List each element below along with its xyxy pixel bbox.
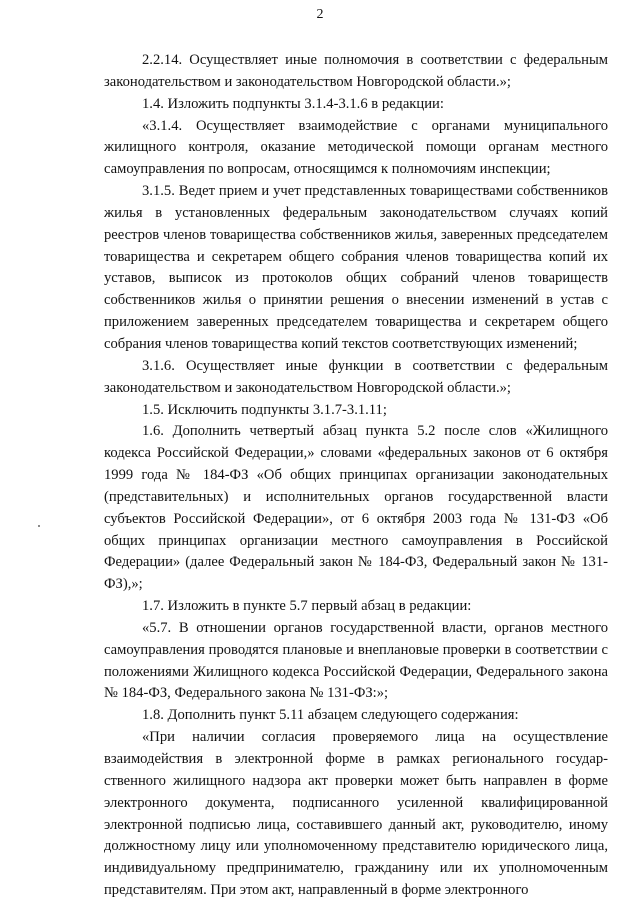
paragraph-1-6: 1.6. Дополнить четвертый абзац пункта 5.2 после слов «Жилищного кодекса Российской Федерации,» словами «федеральных законов от 6 октября 1999 года № 184-ФЗ «Об общих принципах организации законодательных (представительных) и исполнительных органов государственной власти субъектов Российской Федерации», от 6 октября 2003 года № 131-ФЗ «Об общих принципах организации местного самоуправления в Российской Федерации» (далее Федеральный закон № 184-ФЗ, Федеральный закон № 131-ФЗ),»; [104, 423, 608, 593]
paragraph-1-7: 1.7. Изложить в пункте 5.7 первый абзац в редакции: [142, 598, 472, 615]
paragraph-3-1-6: 3.1.6. Осуществляет иные функции в соответствии с федеральным законодательством и законодательством Новгородской области.»; [104, 357, 608, 396]
scan-dot-mark [38, 525, 40, 527]
paragraph-1-4: 1.4. Изложить подпункты 3.1.4-3.1.6 в редакции: [142, 95, 444, 112]
paragraph-1-8: 1.8. Дополнить пункт 5.11 абзацем следующего содержания: [142, 707, 519, 724]
paragraph-2-2-14: 2.2.14. Осуществляет иные полномочия в соответствии с федеральным законодательством и законодательством Новгородской области.»; [104, 52, 608, 90]
paragraph-1-5: 1.5. Исключить подпункты 3.1.7-3.1.11; [142, 401, 387, 418]
paragraph-5-7: «5.7. В отношении органов государственной власти, органов местного самоуправления проводятся плановые и внеплановые проверки в соответствии с положениями Жилищного кодекса Российской Федерации, Федерального закона № 184-ФЗ, Федерального закона № 131-ФЗ:»; [104, 619, 608, 702]
page-number: 2 [316, 7, 324, 22]
paragraph-3-1-4: «3.1.4. Осуществляет взаимодействие с органами муниципального жилищного контроля, оказание методической помощи органам местного самоуправления по вопросам, относящимся к полномочиям инспекции; [104, 117, 608, 178]
document-body [104, 50, 608, 902]
paragraph-electronic-act: «При наличии согласия проверяемого лица на осуществление взаимодействия в электронной форме в рамках регионального государ-ственного жилищного надзора акт проверки может быть направлен в форме электронного документа, подписанного усиленной квалифицированной электронной подписью лица, составившего данный акт, руководителю, иному должностному лицу или уполномоченному представителю юридического лица, индивидуальному предпринимателю, гражданину или их уполномоченным представителям. При этом акт, направленный в форме электронного [104, 729, 608, 899]
paragraph-3-1-5: 3.1.5. Ведет прием и учет представленных товариществами собственников жилья в установленных федеральным законодательством случаях копий реестров членов товарищества собственников жилья, заверенных председателем товарищества и секретарем общего собрания членов товарищества копий их уставов, выписок из протоколов общих собраний членов товариществ собственников жилья о принятии решения о внесении изменений в устав с приложением заверенных председателем товарищества и секретарем общего собрания членов товарищества копий текстов соответствующих изменений; [104, 183, 608, 352]
